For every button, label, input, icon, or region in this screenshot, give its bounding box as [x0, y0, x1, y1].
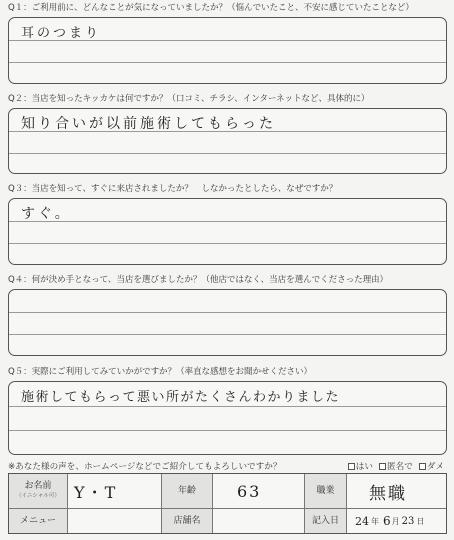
question-1-answer-box[interactable] [8, 17, 447, 84]
question-5-answer: 施術してもらって悪い所がたくさんわかりました [21, 390, 341, 405]
question-4-answer-box[interactable] [8, 289, 447, 356]
date-year: 24 [355, 514, 369, 528]
answer-line [9, 153, 446, 154]
date-day: 23 [401, 515, 415, 527]
consent-options [348, 460, 444, 472]
menu-field[interactable] [68, 509, 161, 533]
job-label-cell [305, 474, 346, 508]
answer-line [9, 221, 446, 222]
answer-line [9, 312, 446, 313]
name-sublabel: （イニシャル可） [16, 493, 60, 499]
respondent-info-table [8, 473, 447, 534]
question-3-answer: すぐ。 [21, 206, 72, 222]
checkbox[interactable] [419, 463, 426, 470]
consent-option-anonymous[interactable]: 匿名で [379, 460, 413, 472]
answer-line [9, 406, 446, 407]
job-value: 無職 [369, 483, 407, 504]
question-2-answer-box[interactable] [8, 108, 447, 174]
age-field[interactable] [213, 474, 304, 508]
date-month-unit: 月 [391, 516, 400, 526]
name-value: Y・T [74, 482, 118, 502]
answer-line [9, 334, 446, 335]
answer-line [9, 243, 446, 244]
date-label: 記入日 [311, 516, 339, 526]
question-5-label: Q５：実際にご利用してみていかがですか？（率直な感想をお聞かせください） [8, 367, 312, 377]
answer-line [9, 430, 446, 431]
date-label-cell [305, 509, 346, 533]
question-1-answer: 耳のつまり [21, 26, 102, 41]
question-4-label: Q４：何が決め手となって、当店を選びましたか？（他店ではなく、当店を選んでくださった理由） [8, 275, 389, 285]
age-value: 63 [237, 481, 262, 501]
name-label: お名前 [24, 481, 52, 491]
consent-question: ※あなた様の声を、ホームページなどでご紹介してもよろしいですか？ [8, 462, 282, 472]
store-label: 店舗名 [173, 516, 201, 526]
question-2-label: Q２：当店を知ったキッカケは何ですか？（口コミ、チラシ、インターネットなど、具体的に） [8, 94, 370, 104]
consent-option-yes[interactable]: はい [348, 460, 373, 472]
age-label-cell [162, 474, 212, 508]
name-field[interactable] [68, 474, 161, 508]
question-2-answer: 知り合いが以前施術してもらった [21, 116, 276, 132]
store-label-cell [162, 509, 212, 533]
question-3-label: Q３：当店を知って、すぐに来店されましたか？ しなかったとしたら、なぜですか？ [8, 184, 338, 194]
job-field[interactable] [347, 474, 446, 508]
menu-label: メニュー [19, 516, 56, 526]
consent-option-no[interactable]: ダメ [419, 460, 444, 472]
question-1-label: Q１：ご利用前に、どんなことが気になっていましたか？（悩んでいたこと、不安に感じていたことなど） [8, 3, 414, 13]
checkbox[interactable] [379, 463, 386, 470]
date-day-unit: 日 [416, 516, 425, 526]
date-field[interactable] [347, 509, 446, 533]
answer-line [9, 62, 446, 63]
question-3-answer-box[interactable] [8, 198, 447, 265]
age-label: 年齢 [177, 486, 196, 496]
name-label-cell [9, 474, 67, 508]
store-field[interactable] [213, 509, 304, 533]
checkbox[interactable] [348, 463, 355, 470]
question-5-answer-box[interactable] [8, 381, 447, 455]
menu-label-cell [9, 509, 67, 533]
date-month: 6 [383, 514, 391, 528]
date-year-unit: 年 [371, 516, 379, 526]
job-label: 職業 [316, 486, 335, 496]
